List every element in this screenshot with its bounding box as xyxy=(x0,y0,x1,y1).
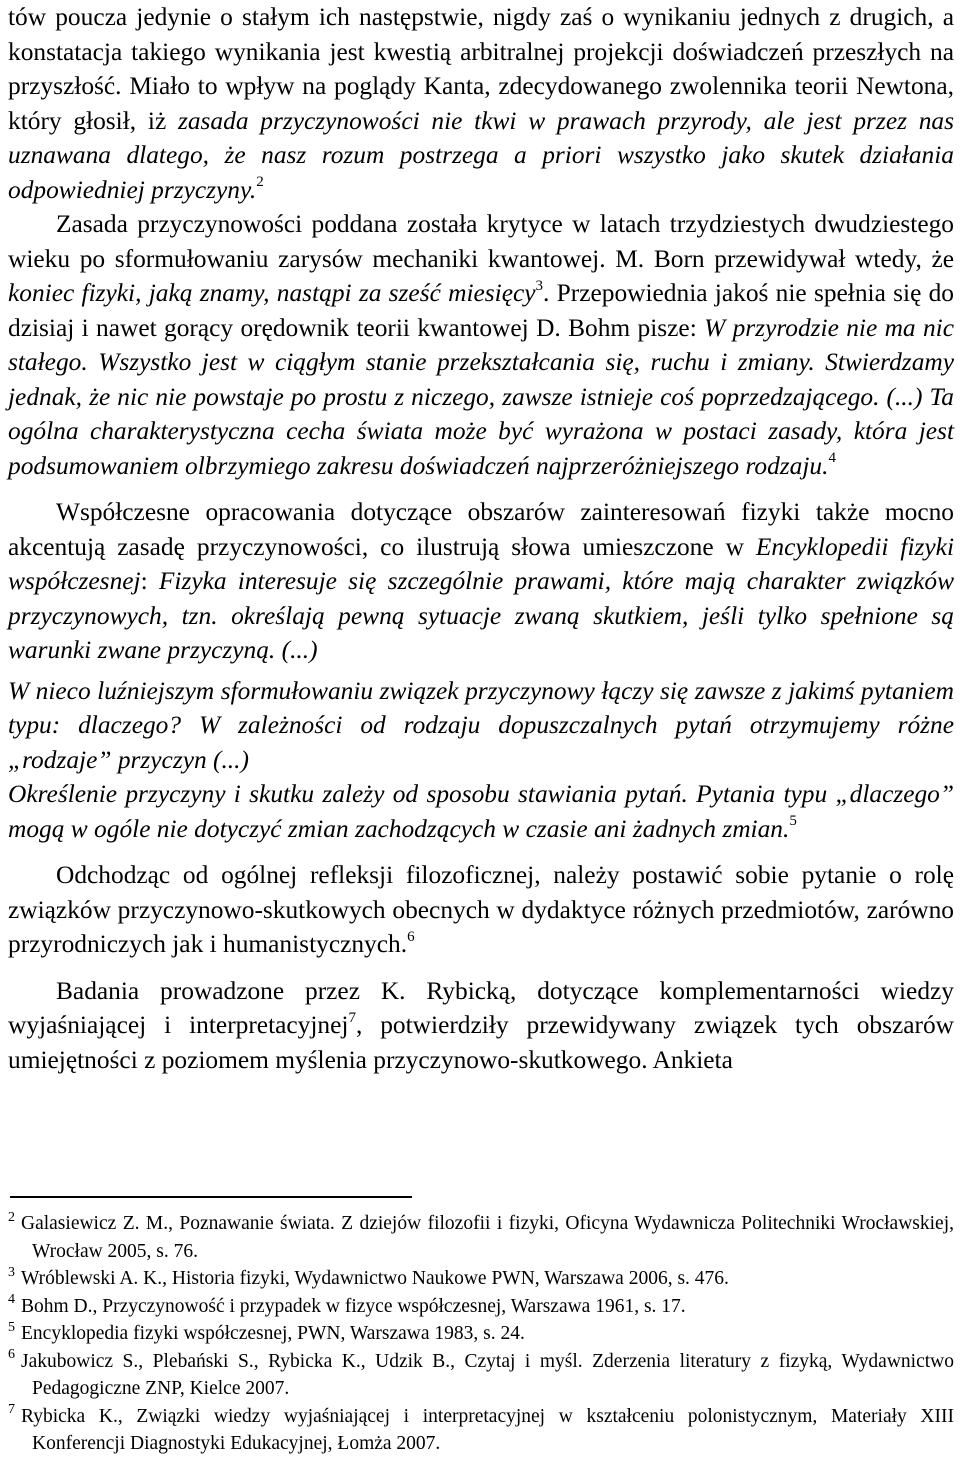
paragraph xyxy=(8,858,954,962)
footnote-text: Bohm D., Przyczynowość i przypadek w fizyce współczesnej, Warszawa 1961, s. 17. xyxy=(21,1295,686,1317)
italic-text: Określenie przyczyny i skutku zależy od sposobu stawiania pytań. Pytania typu „dlaczego” mogą w ogóle nie dotyczyć zmian zachodzących w czasie ani żadnych zmian. xyxy=(8,780,954,843)
italic-text: koniec fizyki, jaką znamy, nastąpi za sześć miesięcy xyxy=(8,279,536,307)
text-run: Badania prowadzone przez K. Rybicką, dotyczące komplementarności wiedzy wyjaśniającej i interpretacyjnej xyxy=(8,976,954,1039)
footnote xyxy=(8,1210,954,1265)
italic-text: W nieco luźniejszym sformułowaniu związek przyczynowy łączy się zawsze z jakimś pytaniem typu: dlaczego? W zależności od rodzaju dopuszczalnych pytań otrzymujemy różne „rodzaje” przyczyn (...) xyxy=(8,676,954,774)
footnote-text: Wróblewski A. K., Historia fizyki, Wydawnictwo Naukowe PWN, Warszawa 2006, s. 476. xyxy=(21,1268,729,1289)
footnote-text: Encyklopedia fizyki współczesnej, PWN, Warszawa 1983, s. 24. xyxy=(21,1323,525,1344)
paragraph xyxy=(8,974,954,1078)
footnote-marker: 2 xyxy=(256,174,264,191)
footnote-list xyxy=(8,1210,954,1458)
footnote xyxy=(8,1293,954,1321)
footnote-text: Rybicka K., Związki wiedzy wyjaśniającej i interpretacyjnej w kształceniu polonistycznym, Materiały XIII Konferencji Diagnostyki Edukacyjnej, Łomża 2007. xyxy=(21,1405,954,1454)
footnote-number: 5 xyxy=(8,1319,15,1335)
footnote-marker: 3 xyxy=(535,277,544,294)
footnote-marker: 6 xyxy=(407,928,415,945)
footnote xyxy=(8,1320,954,1348)
footnote-separator xyxy=(10,1196,412,1198)
paragraph xyxy=(8,777,954,846)
text-run: : xyxy=(140,567,159,595)
italic-text: Encyklopedii fizyki współczesnej xyxy=(8,532,954,595)
italic-text: zasada przyczynowości nie tkwi w prawach przyrody, ale jest przez nas uznawana dlatego, że nasz rozum postrzega a priori wszystko jako skutek działania odpowiedniej przyczyny. xyxy=(8,106,954,204)
footnote-marker: 7 xyxy=(348,1009,356,1026)
footnote xyxy=(8,1348,954,1403)
italic-text: Fizyka interesuje się szczególnie prawami, które mają charakter związków przyczynowych, tzn. określają pewną sytuacje zwaną skutkiem, jeśli tylko spełnione są warunki zwane przyczyną. (...) xyxy=(8,567,955,664)
paragraph xyxy=(8,0,954,207)
footnote-marker: 5 xyxy=(789,813,797,830)
footnote-number: 2 xyxy=(8,1209,15,1225)
paragraph xyxy=(8,495,954,668)
footnote-number: 4 xyxy=(8,1292,15,1307)
footnote-number: 7 xyxy=(8,1402,15,1417)
footnote-marker: 4 xyxy=(828,450,836,467)
text-run: Odchodząc od ogólnej refleksji filozoficznej, należy postawić sobie pytanie o rolę związków przyczynowo-skutkowych obecnych w dydaktyce różnych przedmiotów, zarówno przyrodniczych jak i humanistycznych. xyxy=(8,861,954,958)
text-run: tów poucza jedynie o stałym ich następstwie, nigdy zaś o wynikaniu jednych z drugich, a konstatacja takiego wynikania jest kwestią arbitralnej projekcji doświadczeń przeszłych na przyszłość. Miało to wpływ na poglądy Kanta, zdecydowanego zwolennika teorii Newtona, który głosił, iż xyxy=(8,3,954,135)
footnote-number: 6 xyxy=(8,1347,15,1362)
footnotes-section xyxy=(8,1196,954,1458)
footnote-text: Jakubowicz S., Plebański S., Rybicka K., Udzik B., Czytaj i myśl. Zderzenia literatury z fizyką, Wydawnictwo Pedagogiczne ZNP, Kielce 2007. xyxy=(21,1350,954,1399)
italic-text: W przyrodzie nie ma nic stałego. Wszystko jest w ciągłym stanie przekształcania się, ruchu i zmiany. Stwierdzamy jednak, że nic nie powstaje po prostu z niczego, zawsze istnieje coś poprzedzającego. (...) Ta ogólna charakterystyczna cecha świata może być wyrażona w postaci zasady, która jest podsumowaniem olbrzymiego zakresu doświadczeń najprzeróżniejszego rodzaju. xyxy=(8,313,954,480)
footnote xyxy=(8,1265,954,1293)
body-text xyxy=(8,0,954,1077)
footnote-number: 3 xyxy=(8,1264,15,1280)
text-run: Zasada przyczynowości poddana została krytyce w latach trzydziestych dwudziestego wieku po sformułowaniu zarysów mechaniki kwantowej. M. Born przewidywał wtedy, że xyxy=(8,210,954,273)
paragraph xyxy=(8,207,954,483)
text-run: Współczesne opracowania dotyczące obszarów zainteresowań fizyki także mocno akcentują zasadę przyczynowości, co ilustrują słowa umieszczone w xyxy=(8,498,954,561)
footnote xyxy=(8,1403,954,1458)
text-run: , potwierdziły przewidywany związek tych obszarów umiejętności z poziomem myślenia przyczynowo-skutkowego. Ankieta xyxy=(8,1011,954,1074)
text-run: . Przepowiednia jakoś nie spełnia się do dzisiaj i nawet gorący orędownik teorii kwantowej D. Bohm pisze: xyxy=(8,279,954,342)
footnote-text: Galasiewicz Z. M., Poznawanie świata. Z dziejów filozofii i fizyki, Oficyna Wydawnicza Politechniki Wrocławskiej, Wrocław 2005, s. 76. xyxy=(21,1213,954,1262)
paragraph xyxy=(8,674,954,778)
